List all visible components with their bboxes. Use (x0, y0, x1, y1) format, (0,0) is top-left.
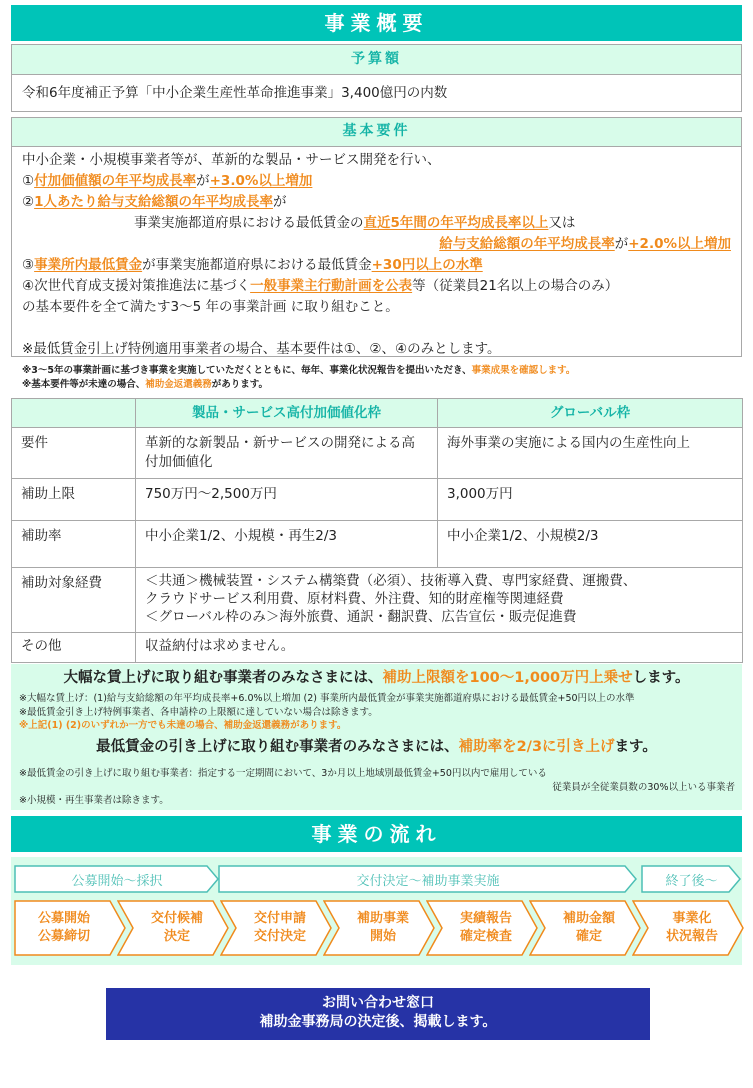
requirement-2-line2 (22, 213, 731, 234)
row-label-limit: 補助上限 (12, 479, 136, 521)
phase-recruit (14, 865, 220, 893)
expenses-common-1: ＜共通＞機械装置・システム構築費（必須）、技術導入費、専門家経費、運搬費、 (145, 573, 637, 589)
requirement-2-line3-value: +2.0%以上増加 (628, 236, 731, 252)
special-note-5: 従業員が全従業員数の30%以上いる事業者 (552, 781, 735, 793)
flow-title-bar (11, 816, 742, 852)
cell-rate-product: 中小企業1/2、小規模・再生2/3 (136, 521, 438, 568)
requirement-2-line2-highlight: 直近5年間の年平均成長率以上 (363, 215, 549, 231)
requirement-1-num: ① (22, 173, 35, 189)
requirement-2-line2-post: 又は (548, 215, 576, 231)
requirement-1-value: +3.0%以上増加 (209, 173, 313, 189)
expenses-global: ＜グローバル枠のみ＞海外旅費、通訳・翻訳費、広告宣伝・販売促進費 (145, 609, 577, 625)
step-6-line2: 確定 (575, 929, 602, 944)
requirement-1-mid: が (196, 173, 210, 189)
special-notes-1 (19, 692, 739, 733)
contact-title: お問い合わせ窓口 (322, 995, 434, 1011)
requirements-closing: の基本要件を全て満たす3～5 年の事業計画 に取り組むこと。 (22, 299, 399, 315)
row-label-rate: 補助率 (12, 521, 136, 568)
special-headline-2 (11, 737, 742, 757)
requirements-body (11, 146, 742, 357)
phase-implementation-label: 交付決定～補助事業実施 (356, 873, 500, 889)
table-row (12, 479, 743, 521)
budget-text-pre: 令和6年度補正予算「中小企業生産性革命推進事業」 (22, 85, 342, 101)
requirement-2-mid: が (273, 194, 287, 210)
row-label-expenses: 補助対象経費 (12, 568, 136, 633)
step-5-line2: 確定検査 (459, 929, 512, 944)
special-note-3: ※上記(1) (2)のいずれか一方でも未達の場合、補助金返還義務があります。 (19, 720, 347, 731)
requirement-2 (22, 192, 731, 213)
cell-limit-global: 3,000万円 (438, 479, 743, 521)
requirement-2-line3 (22, 234, 731, 255)
headline-1-pre: 大幅な賃上げに取り組む事業者のみなさまには、 (63, 670, 383, 686)
phase-after (641, 865, 742, 893)
phase-implementation (218, 865, 638, 893)
special-measures-box (11, 664, 742, 810)
special-note-2: ※最低賃金引き上げ特例事業者、各申請枠の上限額に達していない場合は除きます。 (19, 706, 378, 718)
step-4-line2: 開始 (369, 929, 396, 944)
footnote-2-text: ※基本要件等が未達の場合、 (22, 379, 146, 390)
step-3-line2: 交付決定 (253, 929, 306, 944)
headline-2-pre: 最低賃金の引き上げに取り組む事業者のみなさまには、 (96, 739, 459, 755)
requirement-1-highlight: 付加価値額の年平均成長率 (34, 173, 197, 189)
special-note-1: ※大幅な賃上げ：(1)給与支給総額の年平均成長率+6.0%以上増加 (2) 事業所内最低賃金が事業実施都道府県における最低賃金+50円以上の水準 (19, 693, 635, 704)
requirement-3-num: ③ (22, 257, 35, 273)
overview-title: 事業概要 (324, 11, 429, 35)
special-note-4: ※最低賃金の引き上げに取り組む事業者：指定する一定期間において、3か月以上地域別最低賃金+50円以内で雇用している (19, 768, 547, 779)
requirement-4 (22, 276, 731, 297)
step-2-line1: 交付候補 (150, 911, 203, 926)
requirement-4-post: 等（従業員21名以上の場合のみ） (412, 278, 619, 294)
cell-rate-global: 中小企業1/2、小規模2/3 (438, 521, 743, 568)
step-5-line1: 実績報告 (459, 911, 512, 926)
headline-1-highlight: 補助上限額を100～1,000万円上乗せ (382, 670, 633, 686)
requirement-3-mid: が事業実施都道府県における最低賃金 (142, 257, 372, 273)
contact-message: 補助金事務局の決定後、掲載します。 (259, 1014, 497, 1030)
table-header-product-service: 製品・サービス高付加価値化枠 (136, 399, 438, 428)
step-7-line2: 状況報告 (665, 929, 718, 944)
requirements-intro: 中小企業・小規模事業者等が、革新的な製品・サービス開発を行い、 (22, 152, 441, 168)
cell-other: 収益納付は求めません。 (136, 633, 743, 663)
special-headline-1 (11, 668, 742, 688)
flow-step-2 (117, 900, 229, 956)
flow-step-3 (220, 900, 332, 956)
footnote-2 (22, 378, 747, 392)
flow-step-1 (14, 900, 126, 956)
footnote-1-highlight: 事業成果を確認します。 (471, 365, 576, 376)
cell-requirements-global: 海外事業の実施による国内の生産性向上 (438, 428, 743, 479)
requirement-3 (22, 255, 731, 276)
requirement-2-line3-mid: が (614, 236, 629, 252)
contact-box (106, 988, 650, 1040)
step-2-line2: 決定 (163, 929, 190, 944)
requirement-2-line2-pre: 事業実施都道府県における最低賃金の (134, 215, 364, 231)
requirement-3-value: +30円以上の水準 (371, 257, 483, 273)
headline-2-post: ます。 (614, 739, 657, 755)
flow-title: 事業の流れ (311, 822, 442, 846)
requirement-4-highlight: 一般事業主行動計画を公表 (250, 278, 413, 294)
row-label-other: その他 (12, 633, 136, 663)
budget-header-label: 予算額 (351, 51, 402, 67)
step-4-line1: 補助事業 (356, 911, 409, 926)
table-row (12, 521, 743, 568)
phase-recruit-label: 公募開始～採択 (71, 873, 163, 889)
requirement-1 (22, 171, 731, 192)
headline-2-highlight: 補助率を2/3に引き上げ (458, 739, 615, 755)
requirement-4-num: ④ (22, 278, 35, 294)
budget-amount: 3,400 (341, 85, 380, 101)
requirement-2-num: ② (22, 194, 35, 210)
requirement-4-pre: 次世代育成支援対策推進法に基づく (34, 278, 251, 294)
table-header-global: グローバル枠 (438, 399, 743, 428)
cell-expenses (136, 568, 743, 633)
table-row (12, 428, 743, 479)
step-1-line2: 公募締切 (37, 929, 90, 944)
budget-header (11, 44, 742, 75)
overview-title-bar (11, 5, 742, 41)
expenses-common-2: クラウドサービス利用費、原材料費、外注費、知的財産権等関連経費 (145, 591, 564, 607)
requirements-header-label: 基本要件 (342, 123, 411, 139)
row-label-requirements: 要件 (12, 428, 136, 479)
footnote-2-post: があります。 (211, 379, 269, 390)
requirement-2-highlight: 1人あたり給与支給総額の年平均成長率 (34, 194, 274, 210)
step-3-line1: 交付申請 (253, 911, 306, 926)
cell-requirements-product: 革新的な新製品・新サービスの開発による高付加価値化 (136, 428, 438, 479)
step-1-line1: 公募開始 (37, 911, 90, 926)
table-header-row (12, 399, 743, 428)
table-row (12, 633, 743, 663)
requirements-note: ※最低賃金引上げ特例適用事業者の場合、基本要件は①、②、④のみとします。 (22, 341, 501, 357)
table-header-empty (12, 399, 136, 428)
step-6-line1: 補助金額 (562, 911, 615, 926)
footnote-2-highlight: 補助金返還義務 (145, 379, 212, 390)
step-7-line1: 事業化 (672, 911, 712, 926)
budget-body (11, 74, 742, 112)
requirements-header (11, 117, 742, 147)
cell-limit-product: 750万円～2,500万円 (136, 479, 438, 521)
headline-1-post: します。 (632, 670, 690, 686)
flow-step-5 (426, 900, 538, 956)
footnote-1-text: ※3～5年の事業計画に基づき事業を実施していただくとともに、毎年、事業化状況報告を提出いただき、 (22, 365, 472, 376)
table-row (12, 568, 743, 633)
budget-text-post: 億円の内数 (379, 85, 448, 101)
flow-step-7 (632, 900, 744, 956)
footnote-1 (22, 364, 747, 378)
subsidy-table (11, 398, 743, 663)
phase-after-label: 終了後～ (665, 873, 718, 889)
special-note-6: ※小規模・再生事業者は除きます。 (19, 795, 169, 806)
flow-step-6 (529, 900, 641, 956)
requirement-3-highlight: 事業所内最低賃金 (34, 257, 143, 273)
requirement-2-line3-highlight: 給与支給総額の年平均成長率 (439, 236, 615, 252)
special-notes-2 (19, 767, 735, 808)
overview-footnotes (22, 364, 747, 392)
flow-step-4 (323, 900, 435, 956)
